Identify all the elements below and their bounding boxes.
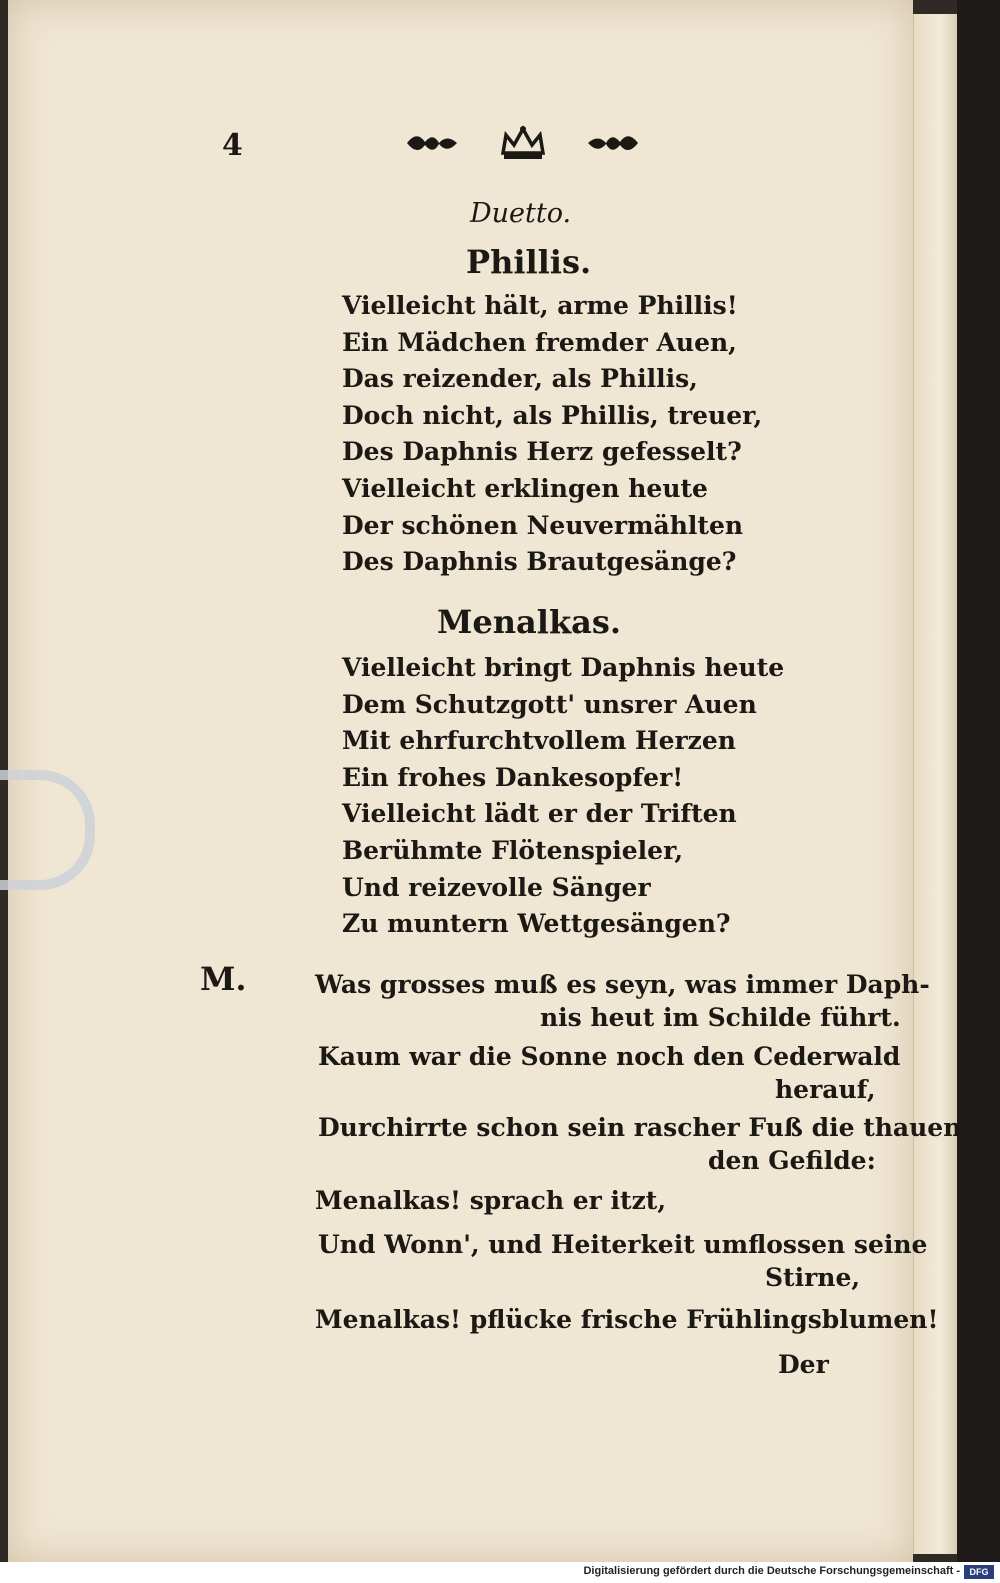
recitative-line: nis heut im Schilde führt. xyxy=(540,1003,901,1032)
verse-block xyxy=(342,650,784,943)
verse-line: Doch nicht, als Phillis, treuer, xyxy=(342,400,763,430)
recitative-line: Kaum war die Sonne noch den Cederwald xyxy=(318,1042,901,1071)
recitative-line: Und Wonn', und Heiterkeit umflossen seine xyxy=(318,1230,928,1259)
crown-icon xyxy=(498,123,548,163)
recitative-line: Stirne, xyxy=(765,1263,861,1292)
verse-line: Mit ehrfurchtvollem Herzen xyxy=(342,726,736,756)
verse-line: Vielleicht hält, arme Phillis! xyxy=(342,291,738,320)
verse-line: Des Daphnis Brautgesänge? xyxy=(342,547,737,577)
verse-line: Der schönen Neuvermählten xyxy=(342,510,744,540)
verse-line: Und reizevolle Sänger xyxy=(342,872,651,902)
catchword: Der xyxy=(778,1350,829,1379)
page-number: 4 xyxy=(222,128,243,163)
verse-line: Vielleicht lädt er der Triften xyxy=(342,799,737,829)
dfg-logo: DFG xyxy=(964,1565,994,1579)
verse-line: Des Daphnis Herz gefesselt? xyxy=(342,437,742,467)
verse-line: Berühmte Flötenspieler, xyxy=(342,835,684,865)
verse-line: Das reizender, als Phillis, xyxy=(342,364,698,394)
recitative-line: den Gefilde: xyxy=(708,1146,876,1175)
page-title: Duetto. xyxy=(470,198,572,229)
verse-block xyxy=(342,288,762,581)
footer-credit: Digitalisierung gefördert durch die Deutsche Forschungsgemeinschaft - xyxy=(583,1565,960,1577)
ornament xyxy=(405,120,640,165)
verse-line: Dem Schutzgott' unsrer Auen xyxy=(342,689,757,719)
recitative-line: Was grosses muß es seyn, was immer Daph- xyxy=(315,970,930,999)
leaf-ornament-right-icon xyxy=(585,128,640,158)
recitative-line: Durchirrte schon sein rascher Fuß die thauen- xyxy=(318,1113,972,1142)
speaker-abbreviation: M. xyxy=(200,960,247,998)
speaker-heading: Menalkas. xyxy=(437,603,621,641)
verse-line: Zu muntern Wettgesängen? xyxy=(342,909,731,939)
verse-line: Ein frohes Dankesopfer! xyxy=(342,762,684,792)
recitative-line: herauf, xyxy=(775,1075,876,1104)
speaker-heading: Phillis. xyxy=(466,243,592,281)
verse-line: Vielleicht bringt Daphnis heute xyxy=(342,653,785,682)
recitative-line: Menalkas! sprach er itzt, xyxy=(315,1186,667,1215)
verse-line: Ein Mädchen fremder Auen, xyxy=(342,327,737,357)
leaf-ornament-left-icon xyxy=(405,128,460,158)
verse-line: Vielleicht erklingen heute xyxy=(342,473,708,503)
recitative-line: Menalkas! pflücke frische Frühlingsblumen! xyxy=(315,1305,939,1334)
scan-margin xyxy=(957,0,1000,1562)
